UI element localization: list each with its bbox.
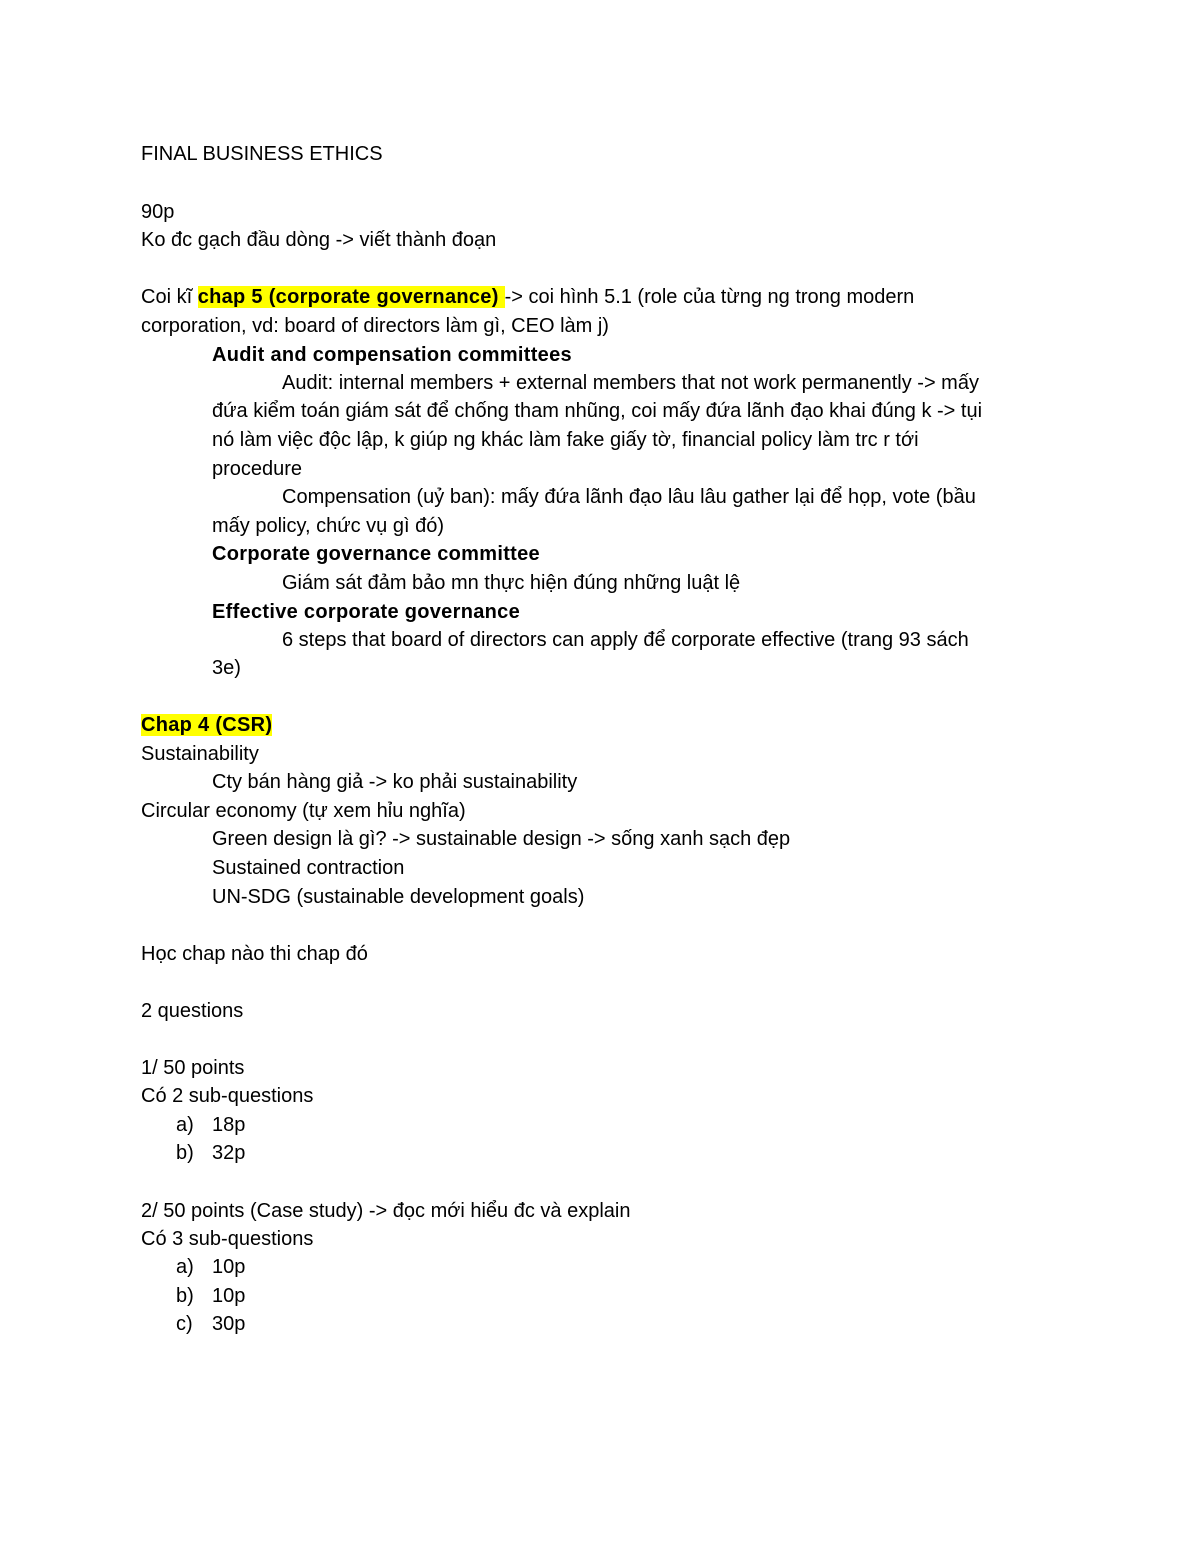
- audit-line: Audit: internal members + external members that not work permanently -> mấy: [282, 372, 979, 394]
- chap5-intro-line: [141, 283, 914, 311]
- chap5-prefix: Coi kĩ: [141, 286, 198, 308]
- audit-line: đứa kiểm toán giám sát để chống tham nhũng, coi mấy đứa lãnh đạo khai đúng k -> tụi: [212, 400, 983, 422]
- audit-line: procedure: [212, 458, 303, 480]
- cg-committee-heading: Corporate governance committee: [212, 543, 540, 565]
- circular-sub: Green design là gì? -> sustainable design -> sống xanh sạch đẹp: [212, 828, 791, 850]
- chap5-intro-line-2: corporation, vd: board of directors làm gì, CEO làm j): [141, 315, 609, 337]
- q1-item-text: 18p: [212, 1114, 246, 1136]
- chap5-suffix: -> coi hình 5.1 (role của từng ng trong modern: [504, 286, 915, 308]
- q2-item-text: 10p: [212, 1256, 246, 1278]
- q1-item-text: 32p: [212, 1142, 246, 1164]
- effective-line: 3e): [212, 657, 241, 679]
- compensation-line: Compensation (uỷ ban): mấy đứa lãnh đạo lâu lâu gather lại để họp, vote (bầu: [282, 486, 976, 508]
- circular-sub: UN-SDG (sustainable development goals): [212, 886, 585, 908]
- q1-sub: Có 2 sub-questions: [141, 1085, 314, 1107]
- document-title: FINAL BUSINESS ETHICS: [141, 143, 383, 165]
- effective-line: 6 steps that board of directors can apply để corporate effective (trang 93 sách: [282, 629, 969, 651]
- circular-sub: Sustained contraction: [212, 857, 405, 879]
- questions-count: 2 questions: [141, 1000, 244, 1022]
- audit-line: nó làm việc độc lập, k giúp ng khác làm fake giấy tờ, financial policy làm trc r tới: [212, 429, 919, 451]
- audit-heading: Audit and compensation committees: [212, 344, 572, 366]
- q2-item-text: 10p: [212, 1285, 246, 1307]
- sustainability-heading: Sustainability: [141, 743, 259, 765]
- circular-heading: Circular economy (tự xem hỉu nghĩa): [141, 800, 466, 822]
- q1-item-letter: a): [176, 1114, 194, 1136]
- note-text: Ko đc gạch đầu dòng -> viết thành đoạn: [141, 229, 497, 251]
- compensation-line: mấy policy, chức vụ gì đó): [212, 515, 444, 537]
- duration-text: 90p: [141, 201, 175, 223]
- sustainability-sub: Cty bán hàng giả -> ko phải sustainability: [212, 771, 578, 793]
- chap4-heading: Chap 4 (CSR): [141, 714, 273, 736]
- q2-item-letter: b): [176, 1285, 194, 1307]
- chap4-heading-line: [141, 711, 272, 739]
- effective-heading: Effective corporate governance: [212, 601, 520, 623]
- chap5-highlight: chap 5 (corporate governance): [197, 286, 505, 308]
- q1-title: 1/ 50 points: [141, 1057, 245, 1079]
- q2-item-text: 30p: [212, 1313, 246, 1335]
- q2-sub: Có 3 sub-questions: [141, 1228, 314, 1250]
- q2-item-letter: a): [176, 1256, 194, 1278]
- cg-committee-text: Giám sát đảm bảo mn thực hiện đúng những luật lệ: [282, 572, 741, 594]
- q2-item-letter: c): [176, 1313, 193, 1335]
- study-note: Học chap nào thi chap đó: [141, 943, 368, 965]
- q1-item-letter: b): [176, 1142, 194, 1164]
- q2-title: 2/ 50 points (Case study) -> đọc mới hiểu đc và explain: [141, 1200, 631, 1222]
